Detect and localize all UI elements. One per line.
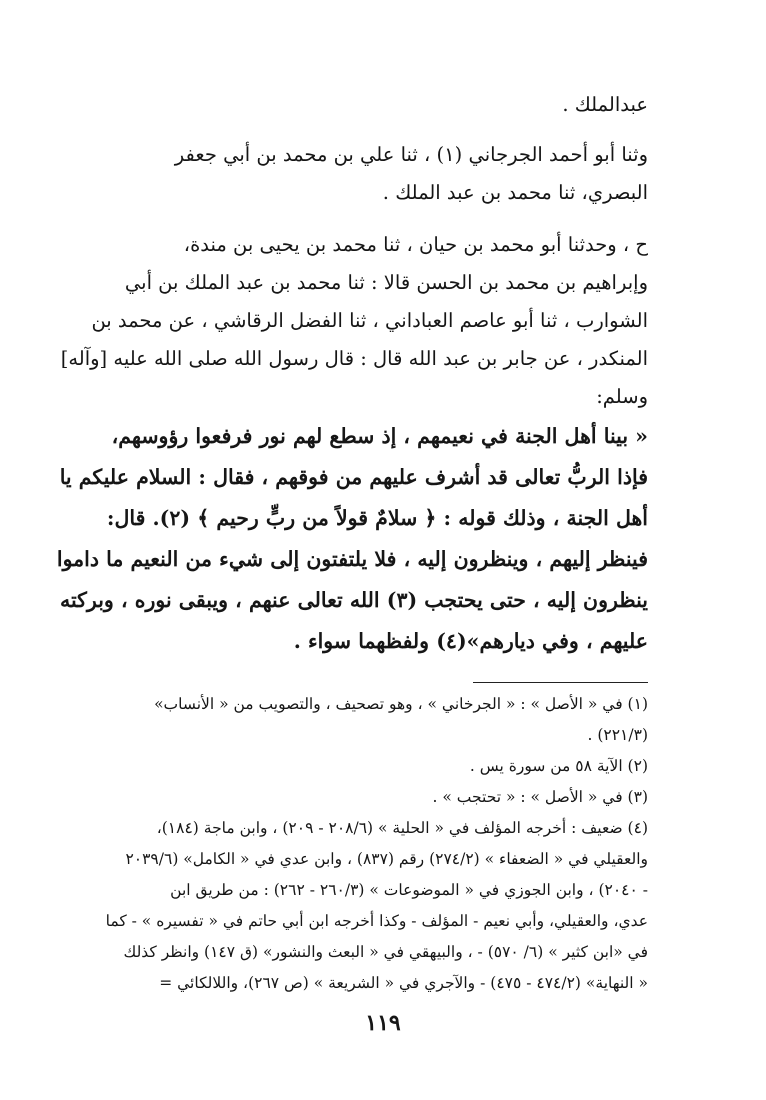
paragraph-1 bbox=[120, 86, 648, 124]
text-line: المنكدر ، عن جابر بن عبد الله قال : قال رسول الله صلى الله عليه [وآله] bbox=[60, 347, 648, 370]
footnote-line: (٢) الآية ٥٨ من سورة يس . bbox=[469, 757, 648, 775]
footnotes bbox=[105, 689, 648, 999]
paragraph-2 bbox=[120, 136, 648, 212]
text-line: وثنا أبو أحمد الجرجاني (١) ، ثنا علي بن محمد بن أبي جعفر bbox=[174, 143, 648, 166]
hadith-line: عليهم ، وفي ديارهم»(٤) ولفظهما سواء . bbox=[293, 629, 648, 653]
page-number: ١١٩ bbox=[365, 1010, 401, 1036]
footnote-line: عدي، والعقيلي، وأبي نعيم - المؤلف - وكذا أخرجه ابن أبي حاتم في « تفسيره » - كما bbox=[105, 912, 648, 930]
text-line: الشوارب ، ثنا أبو عاصم العباداني ، ثنا الفضل الرقاشي ، عن محمد بن bbox=[91, 309, 648, 332]
text-line: عبدالملك . bbox=[562, 93, 648, 116]
footnote-line: (٣) في « الأصل » : « تحتجب » . bbox=[432, 788, 648, 806]
footnote-line: (١) في « الأصل » : « الجرخاني » ، وهو تصحيف ، والتصويب من « الأنساب» bbox=[154, 695, 648, 713]
footnote-divider bbox=[473, 682, 648, 683]
hadith-line: فإذا الربُّ تعالى قد أشرف عليهم من فوقهم ، فقال : السلام عليكم يا bbox=[59, 465, 648, 489]
paragraph-3 bbox=[60, 226, 648, 416]
footnote-line: في «ابن كثير » (٦/ ٥٧٠) - ، والبيهقي في « البعث والنشور» (ق ١٤٧) وانظر كذلك bbox=[123, 943, 648, 961]
hadith-line: « بينا أهل الجنة في نعيمهم ، إذ سطع لهم نور فرفعوا رؤوسهم، bbox=[111, 424, 648, 448]
hadith-line: أهل الجنة ، وذلك قوله : ﴿ سلامٌ قولاً من ربٍّ رحيم ﴾ (٢). قال: bbox=[106, 506, 648, 530]
footnote-line: - ٢٠٤٠) ، وابن الجوزي في « الموضوعات » (٢٦٠/٣ - ٢٦٢) : من طريق ابن bbox=[170, 881, 648, 899]
text-line: ح ، وحدثنا أبو محمد بن حيان ، ثنا محمد بن يحيى بن مندة، bbox=[183, 233, 648, 256]
footnote-line: (٤) ضعيف : أخرجه المؤلف في « الحلية » (٢٠٨/٦ - ٢٠٩) ، وابن ماجة (١٨٤)، bbox=[156, 819, 648, 837]
hadith-line: فينظر إليهم ، وينظرون إليه ، فلا يلتفتون إلى شيء من النعيم ما داموا bbox=[56, 547, 648, 571]
footnote-line: والعقيلي في « الضعفاء » (٢٧٤/٢) رقم (٨٣٧) ، وابن عدي في « الكامل» (٢٠٣٩/٦ bbox=[125, 850, 648, 868]
text-line: وسلم: bbox=[596, 385, 648, 408]
text-line: وإبراهيم بن محمد بن الحسن قالا : ثنا محمد بن عبد الملك بن أبي bbox=[124, 271, 648, 294]
text-line: البصري، ثنا محمد بن عبد الملك . bbox=[382, 181, 648, 204]
footnote-line: (٢٢١/٣) . bbox=[587, 726, 648, 744]
hadith-text bbox=[56, 416, 648, 662]
footnote-line: « النهاية» (٤٧٤/٢ - ٤٧٥) - والآجري في « الشريعة » (ص ٢٦٧)، واللالكائي = bbox=[159, 974, 648, 992]
hadith-line: ينظرون إليه ، حتى يحتجب (٣) الله تعالى عنهم ، ويبقى نوره ، وبركته bbox=[59, 588, 648, 612]
